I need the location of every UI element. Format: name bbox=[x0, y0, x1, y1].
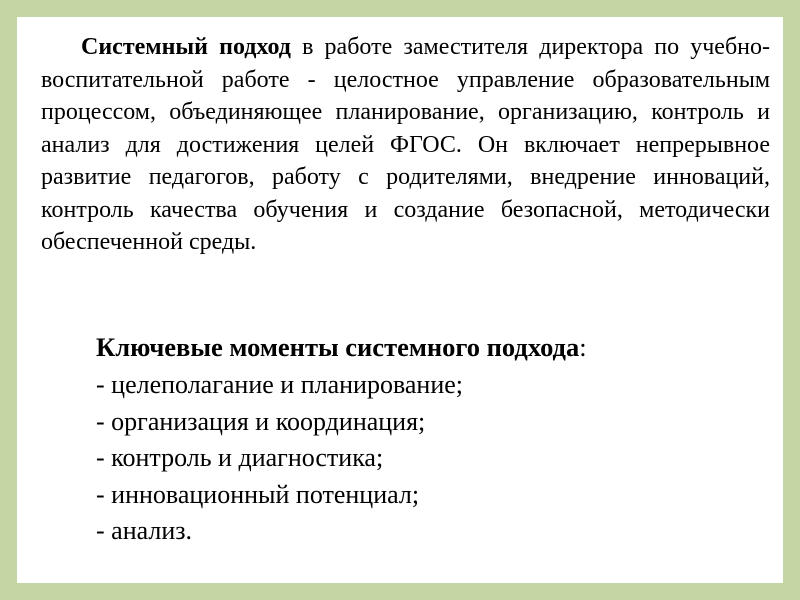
slide bbox=[17, 17, 783, 583]
list-item: - инновационный потенциал; bbox=[96, 479, 420, 509]
key-points-section bbox=[96, 330, 736, 550]
key-points-heading-colon: : bbox=[579, 332, 587, 362]
list-item: - контроль и диагностика; bbox=[96, 443, 384, 472]
key-points-heading-text: Ключевые моменты системного подхода bbox=[96, 332, 580, 362]
intro-body: в работе заместителя директора по учебно-воспитательной работе - целостное управление образовательным процессом, объединяющее планирование, организацию, контроль и анализ для достижения целей ФГОС. Он включает непрерывное развитие педагогов, работу с родителями, внедрение инноваций, контроль качества обучения и создание безопасной, методически обеспеченной среды. bbox=[41, 34, 771, 255]
intro-paragraph bbox=[41, 31, 770, 259]
list-item: - целеполагание и планирование; bbox=[96, 370, 464, 399]
intro-term: Системный подход bbox=[81, 34, 291, 60]
list-item: - организация и координация; bbox=[96, 406, 426, 436]
key-points-heading bbox=[96, 330, 736, 364]
list-item: - анализ. bbox=[96, 516, 193, 545]
key-points-list bbox=[96, 367, 736, 550]
